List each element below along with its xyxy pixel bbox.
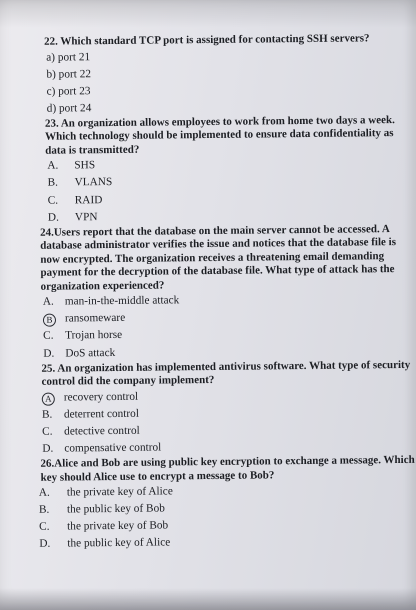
option-letter: B. [38,503,50,516]
option-text: RAID [74,193,103,206]
option-letter: D. [42,442,54,455]
option-letter: C. [39,520,50,533]
question-24: 24.Users report that the database on the main server cannot be accessed. A database administrator verifies the issue and notices that the database file is now encrypted. The organization receives a threatening email demanding payment for the decryption of the database file. What type of attack has the organization experienced? [39,222,397,293]
option-text: the public key of Alice [67,536,171,550]
question-25: 25. An organization has implemented antivirus software. What type of security control did the company implement? [41,358,411,388]
option-text: SHS [74,159,96,172]
option-letter: B. [47,177,58,190]
option-text: detective control [64,424,140,438]
option-22-a: a) port 21 [46,50,91,64]
option-letter: A. [38,486,50,499]
option-22-d: d) port 24 [46,101,92,115]
option-letter: C. [43,330,54,343]
option-text: the public key of Bob [66,502,165,516]
option-letter: D. [47,211,59,224]
option-text: VLANS [74,176,113,189]
question-26: 26.Alice and Bob are using public key encryption to exchange a message. Which key should Alice use to encrypt a message to Bob? [40,453,415,484]
option-text: DoS attack [65,346,116,360]
option-26-d [21,532,416,553]
option-letter: D. [43,347,55,360]
option-text: man-in-the-middle attack [64,294,180,308]
circled-answer-mark: A [42,392,55,405]
option-text: ransomeware [64,312,126,325]
option-letter: B. [41,408,53,421]
option-22-b: b) port 22 [46,67,92,81]
top-shadow [0,0,416,28]
option-text: Trojan horse [65,329,123,342]
question-23: 23. An organization allows employees to work from home two days a week. Which technology should be implemented to ensure data confidentiality as data is transmitted? [44,113,395,157]
option-text: compensative control [64,441,162,455]
bottom-edge-shadow [0,588,416,610]
option-letter: A. [42,295,54,308]
option-text: the private key of Alice [66,485,173,499]
option-22-c: c) port 23 [46,84,91,98]
option-letter: C. [47,194,59,207]
option-letter: D. [39,537,51,551]
option-text: recovery control [63,390,139,404]
option-text: VPN [74,210,98,224]
question-22: 22. Which standard TCP port is assigned for contacting SSH servers? [43,32,370,48]
quiz-content [16,32,416,554]
option-letter: A. [47,159,59,173]
option-letter: C. [42,425,53,438]
option-text: the private key of Bob [67,519,169,533]
circled-answer-mark: B [43,314,56,327]
option-text: deterrent control [63,407,139,421]
